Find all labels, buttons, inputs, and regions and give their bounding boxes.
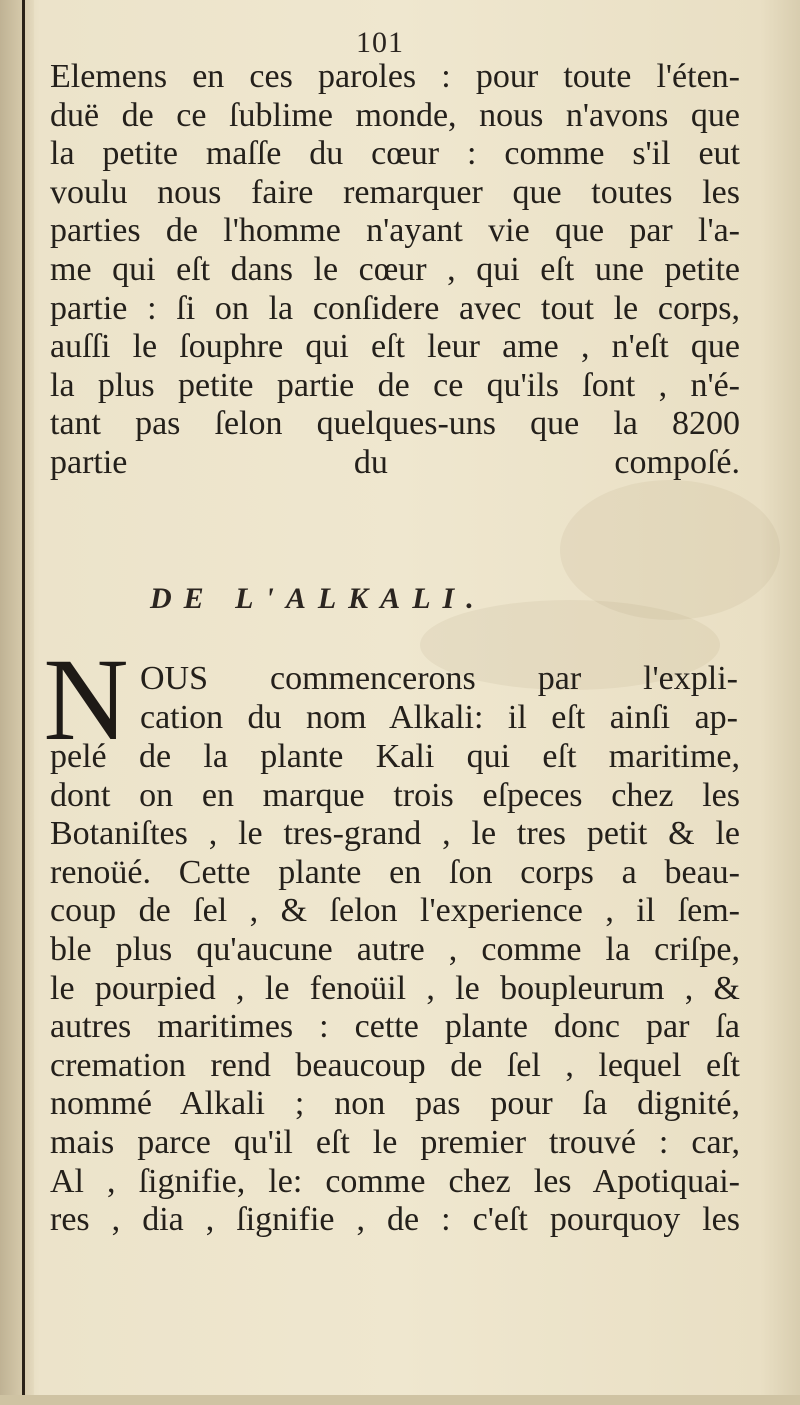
text-line: cremation rend beaucoup de ſel , lequel eſt <box>50 1046 740 1084</box>
text-line: pelé de la plante Kali qui eſt maritime, <box>50 738 740 775</box>
page-bottom-edge <box>0 1395 800 1405</box>
text-line: res , dia , ſignifie , de : c'eſt pourquoy les <box>50 1201 740 1239</box>
binding-edge-line <box>22 0 25 1405</box>
text-line: autres maritimes : cette plante donc par ſa <box>50 1008 740 1046</box>
text-line: duë de ce ſublime monde, nous n'avons que <box>50 96 740 134</box>
text-line: auſſi le ſouphre qui eſt leur ame , n'eſt que <box>50 328 740 366</box>
text-line: coup de ſel , & ſelon l'experience , il ſem- <box>50 892 740 930</box>
text-line: partie : ſi on la conſidere avec tout le corps, <box>50 289 740 327</box>
text-line: Al , ſignifie, le: comme chez les Apotiquai- <box>50 1162 740 1200</box>
text-line: renoüé. Cette plante en ſon corps a beau- <box>50 853 740 891</box>
text-line: voulu nous faire remarquer que toutes les <box>50 173 740 211</box>
page-binding-shadow <box>0 0 34 1405</box>
text-line: partie du compoſé. <box>50 443 740 481</box>
text-line: la plus petite partie de ce qu'ils ſont , n'é- <box>50 366 740 404</box>
text-line: parties de l'homme n'ayant vie que par l'a- <box>50 212 740 250</box>
text-line: Elemens en ces paroles : pour toute l'éten- <box>50 58 740 95</box>
section-heading: DE L'ALKALI. <box>150 582 486 615</box>
text-line: tant pas ſelon quelques-uns que la 8200 <box>50 405 740 443</box>
drop-cap: N <box>43 634 129 765</box>
text-line: le pourpied , le fenoüil , le boupleurum , & <box>50 969 740 1007</box>
text-line: mais parce qu'il eſt le premier trouvé : car, <box>50 1123 740 1161</box>
paragraph-2 <box>50 738 740 1240</box>
text-line: OUS commencerons par l'expli- <box>140 660 738 697</box>
paragraph-1 <box>50 58 740 483</box>
text-line: la petite maſſe du cœur : comme s'il eut <box>50 135 740 173</box>
text-line: ble plus qu'aucune autre , comme la criſpe, <box>50 930 740 968</box>
paper-stain <box>560 480 780 620</box>
text-line: nommé Alkali ; non pas pour ſa dignité, <box>50 1085 740 1123</box>
paragraph-2-lead <box>140 660 738 737</box>
page-number: 101 <box>356 26 404 59</box>
text-line: cation du nom Alkali: il eſt ainſi ap- <box>140 698 738 736</box>
text-line: me qui eſt dans le cœur , qui eſt une petite <box>50 250 740 288</box>
text-line: Botaniſtes , le tres-grand , le tres petit & le <box>50 815 740 853</box>
text-line: dont on en marque trois eſpeces chez les <box>50 776 740 814</box>
